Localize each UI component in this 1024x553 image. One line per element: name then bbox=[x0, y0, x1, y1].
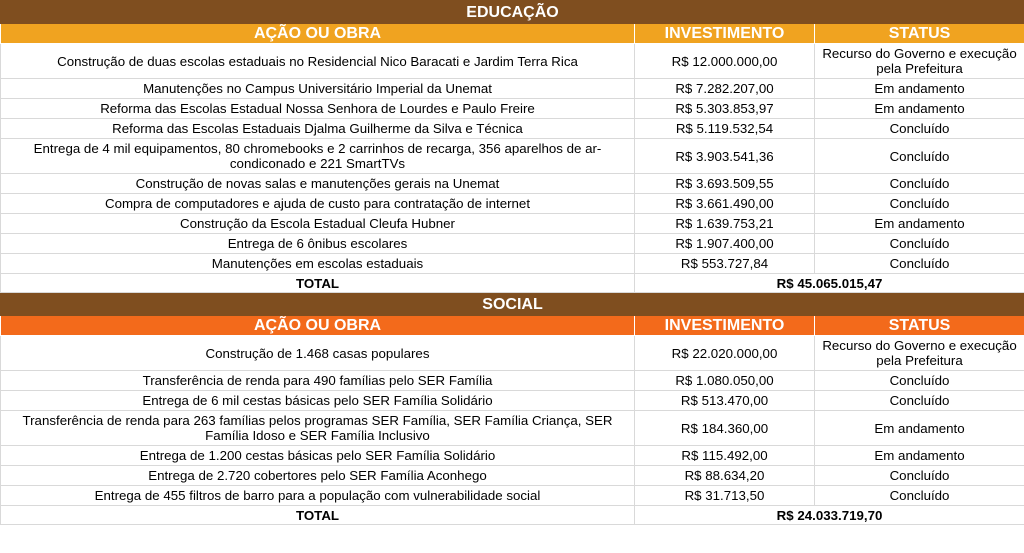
status-cell: Em andamento bbox=[815, 411, 1024, 446]
investment-cell: R$ 1.080.050,00 bbox=[635, 371, 815, 391]
table-row bbox=[1, 391, 1024, 411]
table-row bbox=[1, 99, 1024, 119]
status-cell: Em andamento bbox=[815, 99, 1024, 119]
action-cell: Manutenções no Campus Universitário Imperial da Unemat bbox=[1, 79, 635, 99]
education-total-row bbox=[1, 274, 1024, 293]
status-cell: Recurso do Governo e execução pela Prefeitura bbox=[815, 336, 1024, 371]
status-cell: Concluído bbox=[815, 254, 1024, 274]
investment-cell: R$ 184.360,00 bbox=[635, 411, 815, 446]
action-cell: Compra de computadores e ajuda de custo para contratação de internet bbox=[1, 194, 635, 214]
investment-cell: R$ 12.000.000,00 bbox=[635, 44, 815, 79]
status-cell: Concluído bbox=[815, 194, 1024, 214]
action-cell: Entrega de 2.720 cobertores pelo SER Família Aconhego bbox=[1, 466, 635, 486]
table-row bbox=[1, 254, 1024, 274]
action-cell: Construção de novas salas e manutenções gerais na Unemat bbox=[1, 174, 635, 194]
social-header-row bbox=[1, 316, 1024, 336]
social-header-status: STATUS bbox=[815, 316, 1024, 336]
social-header-action: AÇÃO OU OBRA bbox=[1, 316, 635, 336]
action-cell: Construção de duas escolas estaduais no Residencial Nico Baracati e Jardim Terra Rica bbox=[1, 44, 635, 79]
action-cell: Entrega de 6 ônibus escolares bbox=[1, 234, 635, 254]
table-row bbox=[1, 174, 1024, 194]
investment-cell: R$ 7.282.207,00 bbox=[635, 79, 815, 99]
action-cell: Entrega de 1.200 cestas básicas pelo SER Família Solidário bbox=[1, 446, 635, 466]
investment-cell: R$ 22.020.000,00 bbox=[635, 336, 815, 371]
status-cell: Concluído bbox=[815, 371, 1024, 391]
education-header-row bbox=[1, 24, 1024, 44]
action-cell: Entrega de 4 mil equipamentos, 80 chromebooks e 2 carrinhos de recarga, 356 aparelhos de ar-condiconado e 221 SmartTVs bbox=[1, 139, 635, 174]
investment-cell: R$ 553.727,84 bbox=[635, 254, 815, 274]
status-cell: Em andamento bbox=[815, 446, 1024, 466]
table-row bbox=[1, 119, 1024, 139]
investment-cell: R$ 5.303.853,97 bbox=[635, 99, 815, 119]
action-cell: Construção da Escola Estadual Cleufa Hubner bbox=[1, 214, 635, 234]
investment-cell: R$ 3.903.541,36 bbox=[635, 139, 815, 174]
table-row bbox=[1, 446, 1024, 466]
social-section-row bbox=[1, 293, 1024, 316]
table-row bbox=[1, 486, 1024, 506]
social-total-row bbox=[1, 506, 1024, 525]
table-row bbox=[1, 234, 1024, 254]
education-section-row bbox=[1, 1, 1024, 24]
action-cell: Transferência de renda para 263 famílias pelos programas SER Família, SER Família Criança, SER Família Idoso e SER Família Inclusivo bbox=[1, 411, 635, 446]
social-total-label: TOTAL bbox=[1, 506, 635, 525]
status-cell: Concluído bbox=[815, 119, 1024, 139]
social-section-title: SOCIAL bbox=[1, 293, 1024, 316]
action-cell: Entrega de 6 mil cestas básicas pelo SER Família Solidário bbox=[1, 391, 635, 411]
table-row bbox=[1, 214, 1024, 234]
investment-cell: R$ 5.119.532,54 bbox=[635, 119, 815, 139]
investment-cell: R$ 88.634,20 bbox=[635, 466, 815, 486]
status-cell: Em andamento bbox=[815, 79, 1024, 99]
action-cell: Reforma das Escolas Estaduais Djalma Guilherme da Silva e Técnica bbox=[1, 119, 635, 139]
status-cell: Concluído bbox=[815, 234, 1024, 254]
action-cell: Entrega de 455 filtros de barro para a população com vulnerabilidade social bbox=[1, 486, 635, 506]
table-row bbox=[1, 336, 1024, 371]
table-row bbox=[1, 411, 1024, 446]
education-total-value: R$ 45.065.015,47 bbox=[635, 274, 1024, 293]
social-header-investment: INVESTIMENTO bbox=[635, 316, 815, 336]
table-row bbox=[1, 139, 1024, 174]
action-cell: Transferência de renda para 490 famílias pelo SER Família bbox=[1, 371, 635, 391]
investment-cell: R$ 115.492,00 bbox=[635, 446, 815, 466]
status-cell: Em andamento bbox=[815, 214, 1024, 234]
table-row bbox=[1, 79, 1024, 99]
table-row bbox=[1, 44, 1024, 79]
status-cell: Concluído bbox=[815, 466, 1024, 486]
status-cell: Recurso do Governo e execução pela Prefeitura bbox=[815, 44, 1024, 79]
investment-cell: R$ 3.693.509,55 bbox=[635, 174, 815, 194]
status-cell: Concluído bbox=[815, 139, 1024, 174]
status-cell: Concluído bbox=[815, 174, 1024, 194]
status-cell: Concluído bbox=[815, 391, 1024, 411]
education-header-status: STATUS bbox=[815, 24, 1024, 44]
table-row bbox=[1, 194, 1024, 214]
investment-cell: R$ 1.907.400,00 bbox=[635, 234, 815, 254]
table-row bbox=[1, 371, 1024, 391]
investment-cell: R$ 1.639.753,21 bbox=[635, 214, 815, 234]
education-total-label: TOTAL bbox=[1, 274, 635, 293]
action-cell: Reforma das Escolas Estadual Nossa Senhora de Lourdes e Paulo Freire bbox=[1, 99, 635, 119]
status-cell: Concluído bbox=[815, 486, 1024, 506]
education-header-action: AÇÃO OU OBRA bbox=[1, 24, 635, 44]
table-row bbox=[1, 466, 1024, 486]
investment-cell: R$ 513.470,00 bbox=[635, 391, 815, 411]
education-header-investment: INVESTIMENTO bbox=[635, 24, 815, 44]
social-total-value: R$ 24.033.719,70 bbox=[635, 506, 1024, 525]
action-cell: Construção de 1.468 casas populares bbox=[1, 336, 635, 371]
investment-cell: R$ 3.661.490,00 bbox=[635, 194, 815, 214]
education-section-title: EDUCAÇÃO bbox=[1, 1, 1024, 24]
action-cell: Manutenções em escolas estaduais bbox=[1, 254, 635, 274]
investment-cell: R$ 31.713,50 bbox=[635, 486, 815, 506]
